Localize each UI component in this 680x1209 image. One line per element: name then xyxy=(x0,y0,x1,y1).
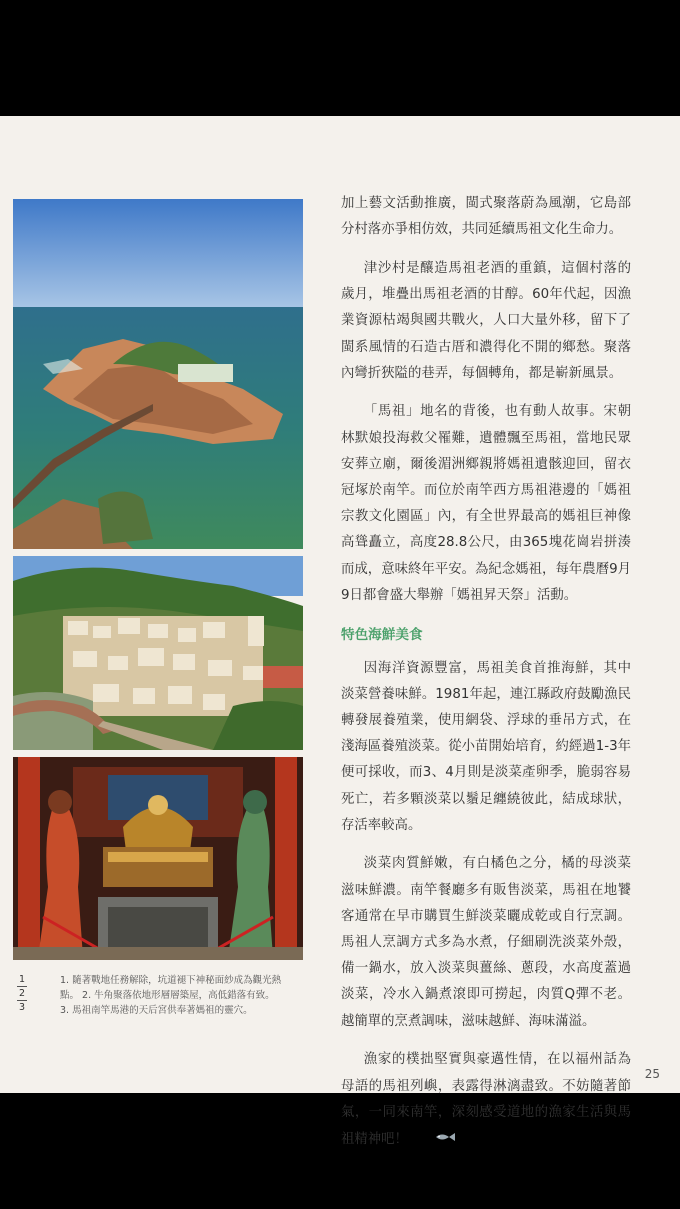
paragraph: 津沙村是釀造馬祖老酒的重鎮，這個村落的歲月，堆疊出馬祖老酒的甘醇。60年代起，因漁業資源枯竭與國共戰火，人口大量外移，留下了閩系風情的石造古厝和濃得化不開的鄉愁。聚落內彎折狹隘的巷弄，每個轉角，都是嶄新風景。 xyxy=(341,260,631,381)
caption-number-2: 2 xyxy=(18,988,26,999)
paragraph: 淡菜肉質鮮嫩，有白橘色之分，橘的母淡菜滋味鮮濃。南竿餐廳多有販售淡菜，馬祖在地饕客通常在早市購買生鮮淡菜曬成乾或自行烹調。馬祖人烹調方式多為水煮，仔細刷洗淡菜外殼，備一鍋水，放入淡菜與薑絲、蔥段，水高度蓋過淡菜，冷水入鍋煮滾即可撈起，肉質Q彈不老。越簡單的烹煮調味，滋味越鮮、海味滿溢。 xyxy=(341,856,631,1029)
fish-icon xyxy=(411,1126,456,1152)
magazine-page xyxy=(0,116,680,1148)
paragraph-last xyxy=(341,1047,631,1153)
caption-line: 3. 馬祖南竿馬港的天后宮供奉著媽祖的靈穴。 xyxy=(60,1005,253,1016)
caption-numbers xyxy=(13,973,31,1014)
caption-text xyxy=(60,973,313,1018)
paragraph: 因海洋資源豐富，馬祖美食首推海鮮，其中淡菜營養味鮮。1981年起，連江縣政府鼓勵漁民轉發展養殖業，使用網袋、浮球的垂吊方式，在淺海區養殖淡菜。從小苗開始培育，約經過1-3年便可採收，而3、4月則是淡菜產卵季，脆弱容易死亡，若多顆淡菜以鬚足纏繞彼此，結成球狀，存活率較高。 xyxy=(341,660,631,833)
paragraph: 「馬祖」地名的背後，也有動人故事。宋朝林默娘投海救父罹難，遺體飄至馬祖，當地民眾安葬立廟，爾後湄洲鄉親將媽祖遺骸迎回，留衣冠塚於南竿。而位於南竿西方馬祖港邊的「媽祖宗教文化園區」內，有全世界最高的媽祖巨神像高聳矗立，高度28.8公尺，由365塊花崗岩拼湊而成，意味終年平安。為紀念媽祖，每年農曆9月9日都會盛大舉辦「媽祖昇天祭」活動。 xyxy=(341,404,631,603)
paragraph: 加上藝文活動推廣，閩式聚落蔚為風潮，它島部分村落亦爭相仿效，共同延續馬祖文化生命力。 xyxy=(341,196,631,238)
caption-number-divider xyxy=(17,1000,27,1001)
caption-number-divider xyxy=(17,986,27,987)
page-number: 25 xyxy=(644,1067,660,1081)
article-text xyxy=(341,191,631,1166)
photo-islet-walkway xyxy=(13,199,303,549)
caption-number-3: 3 xyxy=(18,1002,26,1013)
paragraph-text: 漁家的樸拙堅實與豪邁性情，在以福州話為母語的馬祖列嶼，表露得淋漓盡致。不妨隨著節氣，一同來南竿，深刻感受道地的漁家生活與馬祖精神吧！ xyxy=(341,1052,631,1148)
photo-tianhou-temple xyxy=(13,757,303,960)
caption-number-1: 1 xyxy=(18,974,26,985)
caption-line: 1. 隨著戰地任務解除，坑道褪下神秘面紗成為觀光熱 xyxy=(60,975,282,986)
section-heading: 特色海鮮美食 xyxy=(341,626,423,643)
photo-niujiao-village xyxy=(13,556,303,750)
caption-line: 點。 2. 牛角聚落依地形層層築屋，高低錯落有致。 xyxy=(60,990,275,1001)
